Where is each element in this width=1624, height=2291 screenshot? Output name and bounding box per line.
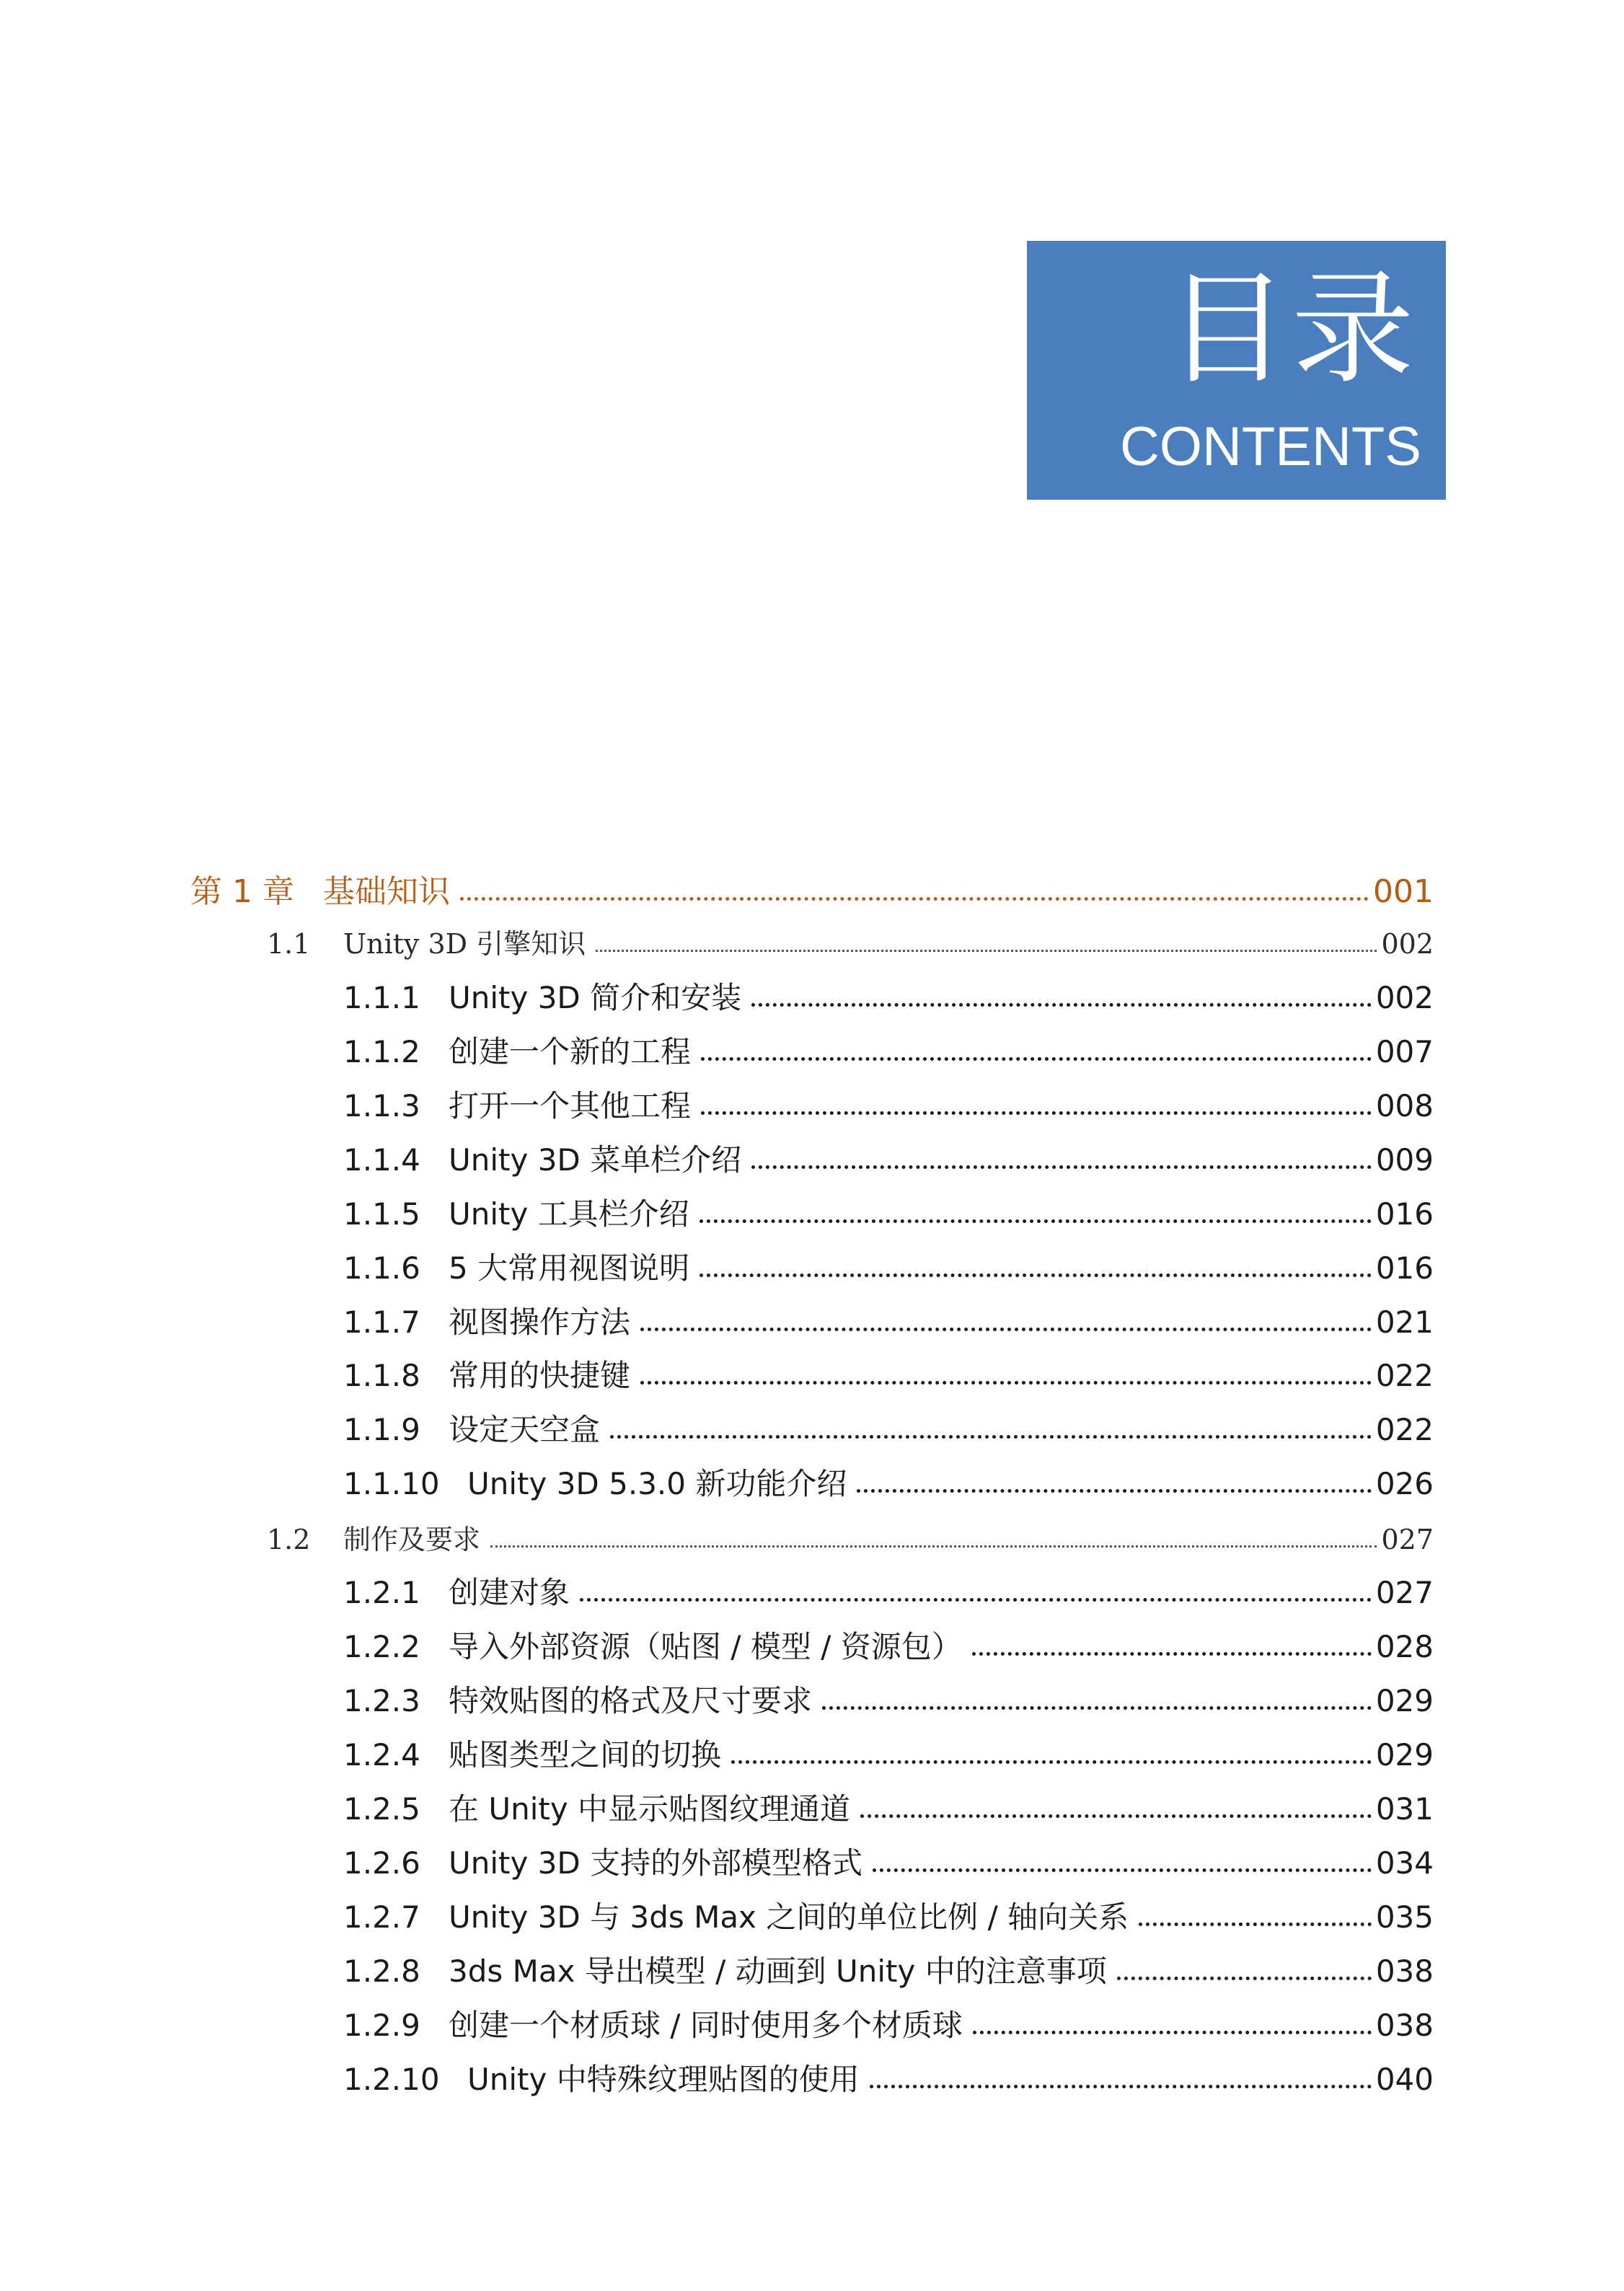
section-title: Unity 3D 引擎知识 [343,928,586,960]
dot-leader [700,1273,1372,1277]
dot-leader [973,2031,1372,2034]
subsection-title: 在 Unity 中显示贴图纹理通道 [449,1791,851,1827]
subsection-title: 设定天空盒 [449,1412,601,1447]
subsection-title: 特效贴图的格式及尺寸要求 [449,1683,813,1718]
subsection-number: 1.2.7 [343,1899,420,1935]
toc-section-1-1[interactable] [267,922,1434,961]
dot-leader [1139,1923,1372,1926]
subsection-title: 3ds Max 导出模型 / 动画到 Unity 中的注意事项 [449,1954,1107,1989]
page-number: 026 [1375,1466,1434,1501]
dot-leader [640,1381,1372,1385]
chapter-number: 第 1 章 [190,873,294,910]
toc-subsection-1-1-8[interactable] [343,1352,1434,1395]
subsection-number: 1.1.5 [343,1196,420,1232]
page-number: 029 [1375,1737,1434,1773]
page-number: 027 [1375,1575,1434,1610]
page-number: 007 [1375,1034,1434,1069]
toc-subsection-1-1-5[interactable] [343,1191,1434,1234]
subsection-number: 1.1.1 [343,980,420,1015]
page-number: 038 [1375,1954,1434,1989]
subsection-title: Unity 工具栏介绍 [449,1196,689,1232]
dot-leader [860,1814,1372,1818]
header-subtitle: CONTENTS [1120,416,1421,477]
toc-subsection-1-2-7[interactable] [343,1894,1434,1937]
subsection-number: 1.2.6 [343,1845,420,1881]
toc-subsection-1-2-6[interactable] [343,1840,1434,1883]
page-number: 016 [1375,1196,1434,1232]
subsection-title: Unity 中特殊纹理贴图的使用 [467,2062,860,2097]
subsection-number: 1.1.2 [343,1034,420,1069]
subsection-number: 1.1.10 [343,1466,440,1501]
subsection-title: Unity 3D 与 3ds Max 之间的单位比例 / 轴向关系 [449,1899,1129,1935]
dot-leader [822,1706,1372,1710]
subsection-number: 1.2.1 [343,1575,420,1610]
toc-subsection-1-1-10[interactable] [343,1460,1434,1504]
page-number: 028 [1375,1629,1434,1664]
subsection-number: 1.1.6 [343,1250,420,1286]
toc-subsection-1-1-2[interactable] [343,1028,1434,1072]
page-number: 029 [1375,1683,1434,1718]
subsection-number: 1.2.5 [343,1791,420,1827]
page-number: 021 [1375,1305,1434,1340]
contents-header [1027,241,1446,500]
dot-leader [751,1003,1372,1007]
page-number: 008 [1375,1088,1434,1124]
page-number: 016 [1375,1250,1434,1286]
page-number: 038 [1375,2008,1434,2043]
subsection-title: 视图操作方法 [449,1305,631,1340]
subsection-number: 1.2.9 [343,2008,420,2043]
dot-leader [857,1489,1371,1493]
dot-leader [873,1868,1372,1872]
toc-section-1-2[interactable] [267,1517,1434,1557]
header-title: 目录 [1165,258,1417,401]
page-number: 040 [1375,2062,1434,2097]
dot-leader [731,1760,1372,1764]
subsection-title: 5 大常用视图说明 [449,1250,690,1286]
dot-leader [640,1328,1372,1331]
subsection-title: 创建对象 [449,1575,570,1610]
page-number: 022 [1375,1412,1434,1447]
subsection-number: 1.2.8 [343,1954,420,1989]
dot-leader [580,1598,1372,1602]
page-number: 002 [1375,980,1434,1015]
dot-leader [490,1545,1377,1548]
subsection-number: 1.2.2 [343,1629,420,1664]
dot-leader [972,1652,1372,1656]
subsection-number: 1.1.8 [343,1358,420,1393]
toc-subsection-1-2-9[interactable] [343,2002,1434,2045]
page-number: 034 [1375,1845,1434,1881]
page-number: 035 [1375,1899,1434,1935]
subsection-title: 创建一个材质球 / 同时使用多个材质球 [449,2008,963,2043]
page-number: 027 [1381,1524,1434,1555]
dot-leader [460,897,1369,901]
subsection-number: 1.2.3 [343,1683,420,1718]
toc-subsection-1-2-10[interactable] [343,2056,1434,2099]
subsection-title: 贴图类型之间的切换 [449,1737,722,1773]
subsection-title: Unity 3D 5.3.0 新功能介绍 [467,1466,847,1501]
dot-leader [701,1057,1372,1061]
subsection-title: 创建一个新的工程 [449,1034,692,1069]
toc-subsection-1-1-3[interactable] [343,1082,1434,1126]
subsection-number: 1.1.3 [343,1088,420,1124]
subsection-number: 1.1.9 [343,1412,420,1447]
page-number: 031 [1375,1791,1434,1827]
toc-subsection-1-1-1[interactable] [343,974,1434,1018]
subsection-title: Unity 3D 菜单栏介绍 [449,1142,742,1178]
toc-subsection-1-2-8[interactable] [343,1948,1434,1991]
toc-chapter-1[interactable] [190,865,1434,911]
dot-leader [1117,1977,1372,1980]
dot-leader [700,1219,1372,1223]
dot-leader [751,1165,1372,1169]
page-number: 009 [1375,1142,1434,1178]
toc-subsection-1-1-4[interactable] [343,1136,1434,1180]
toc-subsection-1-2-4[interactable] [343,1731,1434,1775]
page-number: 001 [1373,873,1434,910]
chapter-title: 基础知识 [323,873,450,910]
toc-subsection-1-2-1[interactable] [343,1569,1434,1612]
subsection-title: 导入外部资源（贴图 / 模型 / 资源包） [449,1629,962,1664]
toc-subsection-1-2-2[interactable] [343,1623,1434,1667]
toc-subsection-1-1-6[interactable] [343,1245,1434,1288]
subsection-title: 常用的快捷键 [449,1358,631,1393]
subsection-number: 1.2.10 [343,2062,440,2097]
toc-subsection-1-2-5[interactable] [343,1785,1434,1829]
subsection-number: 1.1.7 [343,1305,420,1340]
section-number: 1.2 [267,1524,311,1555]
toc-subsection-1-2-3[interactable] [343,1677,1434,1721]
subsection-title: Unity 3D 支持的外部模型格式 [449,1845,863,1881]
dot-leader [701,1111,1372,1115]
subsection-title: 打开一个其他工程 [449,1088,692,1124]
section-title: 制作及要求 [343,1524,481,1555]
subsection-number: 1.1.4 [343,1142,420,1178]
dot-leader [870,2085,1372,2088]
dot-leader [596,950,1377,952]
subsection-number: 1.2.4 [343,1737,420,1773]
toc-subsection-1-1-7[interactable] [343,1299,1434,1342]
toc-subsection-1-1-9[interactable] [343,1406,1434,1449]
page-number: 022 [1375,1358,1434,1393]
subsection-title: Unity 3D 简介和安装 [449,980,742,1015]
section-number: 1.1 [267,928,311,960]
dot-leader [610,1435,1372,1439]
page-number: 002 [1381,928,1434,960]
